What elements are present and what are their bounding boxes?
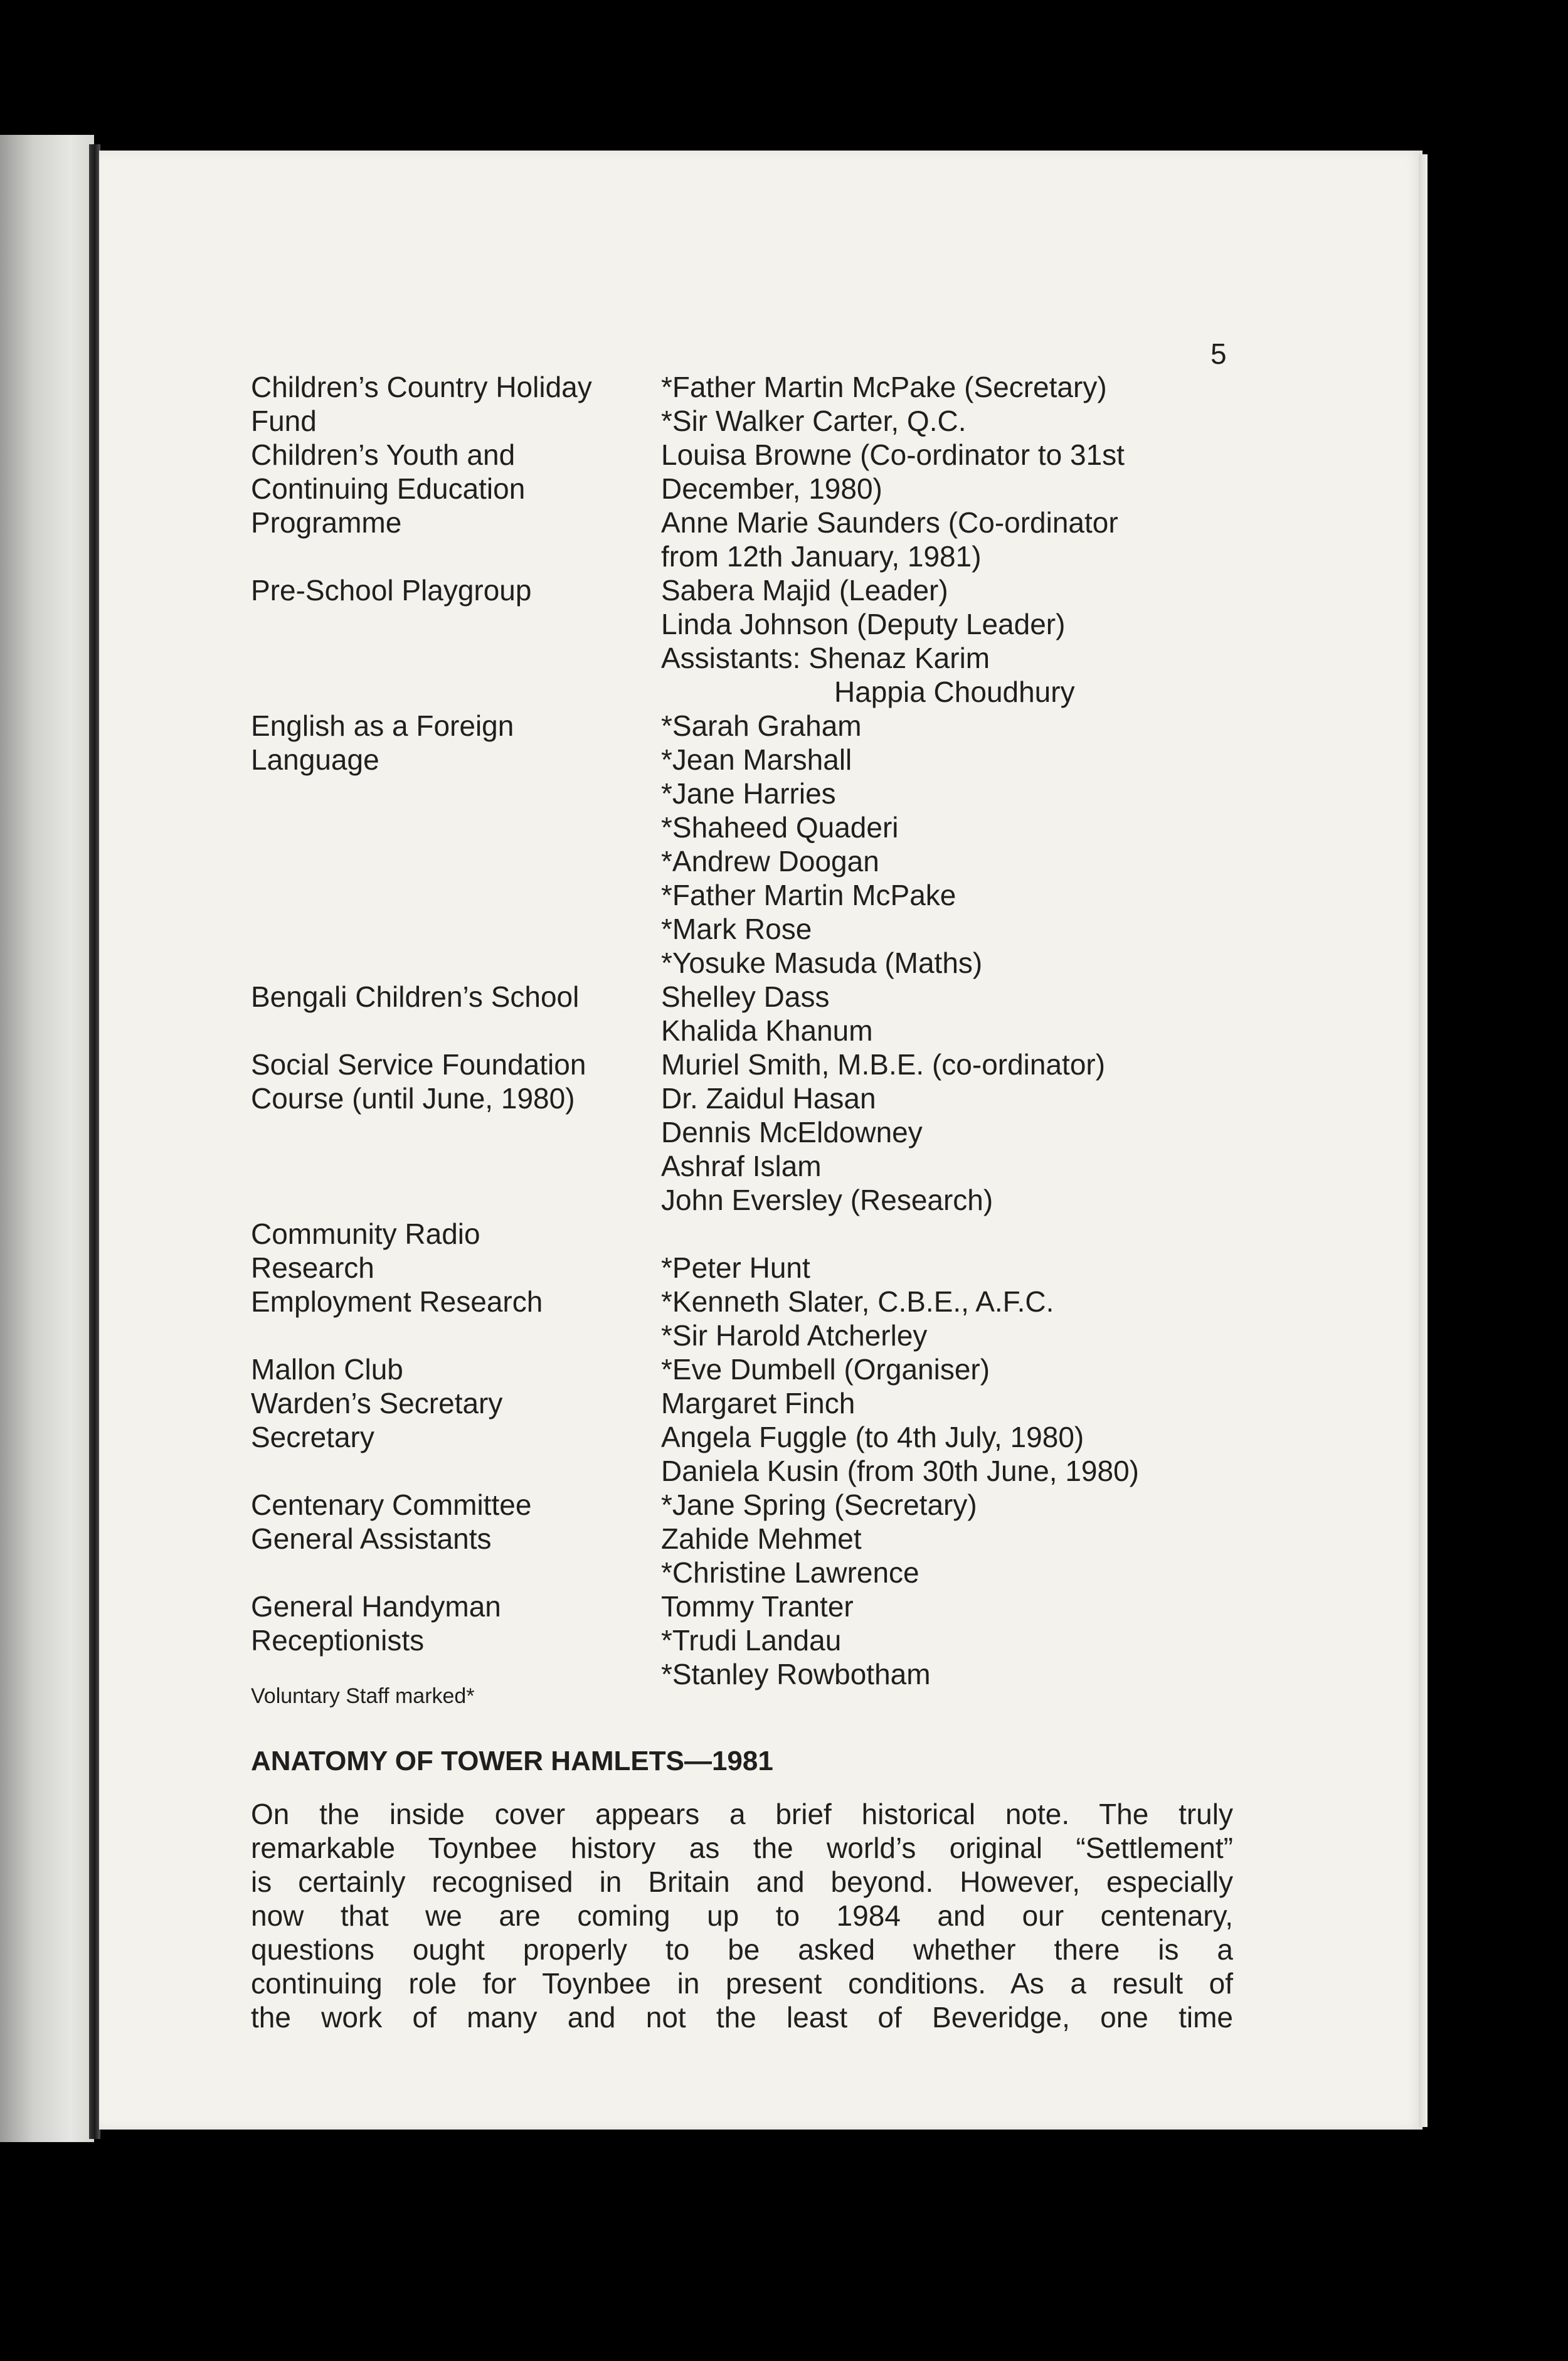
staff-row-name: *Mark Rose <box>661 913 812 945</box>
staff-row-label: Bengali Children’s School <box>251 980 580 1013</box>
staff-list <box>251 370 1254 1691</box>
staff-row <box>251 1522 1254 1556</box>
staff-row-label: English as a Foreign <box>251 709 514 742</box>
staff-row-name: John Eversley (Research) <box>661 1184 993 1216</box>
staff-row <box>251 1352 1254 1386</box>
staff-row-name: *Sir Harold Atcherley <box>661 1319 928 1352</box>
staff-row-name: Louisa Browne (Co-ordinator to 31st <box>661 438 1125 471</box>
staff-row-name: Dr. Zaidul Hasan <box>661 1082 876 1115</box>
section-heading: ANATOMY OF TOWER HAMLETS—1981 <box>251 1746 773 1776</box>
staff-row <box>251 675 1254 709</box>
staff-row-name: *Kenneth Slater, C.B.E., A.F.C. <box>661 1285 1054 1318</box>
staff-row-label: Programme <box>251 506 402 539</box>
staff-row-name: *Yosuke Masuda (Maths) <box>661 947 983 979</box>
staff-row <box>251 1556 1254 1589</box>
staff-row-label: Continuing Education <box>251 472 526 505</box>
staff-row <box>251 777 1254 810</box>
staff-row <box>251 404 1254 438</box>
staff-row-label: Employment Research <box>251 1285 543 1318</box>
body-line: the work of many and not the least of Beveridge, one time <box>251 2001 1233 2034</box>
staff-row <box>251 709 1254 743</box>
page-edge <box>1419 154 1428 2127</box>
staff-row-name: *Jean Marshall <box>661 743 852 776</box>
staff-row-label: Receptionists <box>251 1624 425 1657</box>
staff-row-name: Happia Choudhury <box>834 676 1075 708</box>
body-line: continuing role for Toynbee in present conditions. As a result of <box>251 1967 1233 2000</box>
staff-row <box>251 539 1254 573</box>
body-line: is certainly recognised in Britain and beyond. However, especially <box>251 1865 1233 1898</box>
staff-row-label: Children’s Youth and <box>251 438 516 471</box>
staff-row <box>251 1454 1254 1488</box>
staff-row-label: Pre-School Playgroup <box>251 574 532 607</box>
staff-row-label: General Handyman <box>251 1590 501 1623</box>
staff-row <box>251 573 1254 607</box>
staff-row-name: Shelley Dass <box>661 980 830 1013</box>
staff-row-name: *Christine Lawrence <box>661 1556 919 1589</box>
staff-row-name: *Peter Hunt <box>661 1251 810 1284</box>
staff-row <box>251 438 1254 472</box>
staff-row-label: Centenary Committee <box>251 1488 532 1521</box>
staff-row <box>251 472 1254 506</box>
voluntary-staff-note: Voluntary Staff marked* <box>251 1684 475 1708</box>
body-line: now that we are coming up to 1984 and our centenary, <box>251 1899 1233 1932</box>
staff-row-name: Linda Johnson (Deputy Leader) <box>661 608 1066 640</box>
staff-row-name: Anne Marie Saunders (Co-ordinator <box>661 506 1118 539</box>
staff-row-name: Margaret Finch <box>661 1387 856 1419</box>
page-number: 5 <box>1210 337 1227 370</box>
staff-row-name: *Jane Harries <box>661 777 836 810</box>
staff-row-label: General Assistants <box>251 1522 492 1555</box>
staff-row-name: *Trudi Landau <box>661 1624 842 1657</box>
staff-row <box>251 506 1254 539</box>
staff-row-name: *Father Martin McPake <box>661 879 956 911</box>
staff-row-name: Tommy Tranter <box>661 1590 854 1623</box>
staff-row-label: Language <box>251 743 379 776</box>
staff-row-name: Zahide Mehmet <box>661 1522 862 1555</box>
staff-row <box>251 1149 1254 1183</box>
staff-row <box>251 743 1254 777</box>
staff-row <box>251 1386 1254 1420</box>
body-line: remarkable Toynbee history as the world’s original “Settlement” <box>251 1832 1233 1864</box>
staff-row <box>251 1318 1254 1352</box>
staff-row-name: Dennis McEldowney <box>661 1116 923 1149</box>
staff-row <box>251 912 1254 946</box>
staff-row-name: December, 1980) <box>661 472 882 505</box>
facing-page-edge <box>0 135 94 2142</box>
staff-row-name: Angela Fuggle (to 4th July, 1980) <box>661 1421 1084 1453</box>
staff-row <box>251 1183 1254 1217</box>
staff-row <box>251 980 1254 1014</box>
staff-row <box>251 1488 1254 1522</box>
staff-row-label: Fund <box>251 405 317 437</box>
staff-row <box>251 607 1254 641</box>
staff-row <box>251 844 1254 878</box>
staff-row-name: *Stanley Rowbotham <box>661 1658 931 1690</box>
staff-row <box>251 1081 1254 1115</box>
staff-row-name: Ashraf Islam <box>661 1150 822 1182</box>
staff-row-name: *Shaheed Quaderi <box>661 811 899 844</box>
staff-row-label: Children’s Country Holiday <box>251 371 592 403</box>
staff-row-label: Mallon Club <box>251 1353 403 1386</box>
staff-row-label: Research <box>251 1251 374 1284</box>
staff-row <box>251 1014 1254 1048</box>
staff-row-name: Muriel Smith, M.B.E. (co-ordinator) <box>661 1048 1106 1081</box>
staff-row-name: *Eve Dumbell (Organiser) <box>661 1353 990 1386</box>
staff-row <box>251 946 1254 980</box>
staff-row-label: Warden’s Secretary <box>251 1387 503 1419</box>
body-paragraph <box>251 1797 1233 2034</box>
staff-row-name: *Sarah Graham <box>661 709 862 742</box>
staff-row <box>251 370 1254 404</box>
staff-row <box>251 1589 1254 1623</box>
staff-row-name: *Jane Spring (Secretary) <box>661 1488 977 1521</box>
staff-row-name: from 12th January, 1981) <box>661 540 982 573</box>
staff-row-name: *Father Martin McPake (Secretary) <box>661 371 1107 403</box>
staff-row-label: Community Radio <box>251 1218 480 1250</box>
staff-row <box>251 810 1254 844</box>
staff-row <box>251 878 1254 912</box>
staff-row-label: Social Service Foundation <box>251 1048 586 1081</box>
staff-row <box>251 1251 1254 1285</box>
staff-row-name: Khalida Khanum <box>661 1014 873 1047</box>
body-line: questions ought properly to be asked whether there is a <box>251 1933 1233 1966</box>
staff-row-label: Course (until June, 1980) <box>251 1082 575 1115</box>
staff-row-label: Secretary <box>251 1421 374 1453</box>
body-line: On the inside cover appears a brief historical note. The truly <box>251 1798 1233 1830</box>
staff-row-name: *Sir Walker Carter, Q.C. <box>661 405 967 437</box>
staff-row-name: *Andrew Doogan <box>661 845 879 878</box>
staff-row <box>251 1115 1254 1149</box>
staff-row-name: Daniela Kusin (from 30th June, 1980) <box>661 1455 1139 1487</box>
staff-row <box>251 1217 1254 1251</box>
staff-row-name: Assistants: Shenaz Karim <box>661 642 990 674</box>
staff-row <box>251 641 1254 675</box>
staff-row <box>251 1285 1254 1318</box>
staff-row <box>251 1048 1254 1081</box>
staff-row <box>251 1420 1254 1454</box>
staff-row-name: Sabera Majid (Leader) <box>661 574 948 607</box>
staff-row <box>251 1623 1254 1657</box>
